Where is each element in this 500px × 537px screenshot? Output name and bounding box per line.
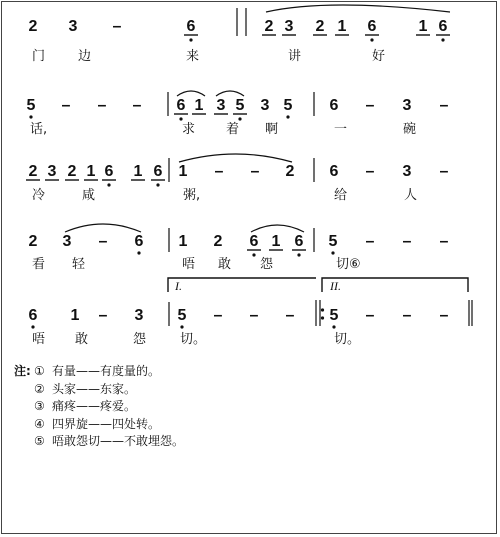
lyric-text: 碗 xyxy=(403,122,417,137)
lyric-text: 切。 xyxy=(180,332,207,347)
footnote-text: 有量——有度量的。 xyxy=(52,364,161,378)
lyric-text: 切。 xyxy=(334,332,361,347)
octave-dot xyxy=(332,325,335,328)
lyric-text: 粥, xyxy=(183,188,201,203)
lyric-text: 讲 xyxy=(288,49,302,64)
note-digit: 6 xyxy=(104,163,114,180)
note-digit: 2 xyxy=(264,18,274,35)
footnote-row xyxy=(14,398,484,416)
note-digit: 3 xyxy=(62,233,72,250)
octave-dot xyxy=(297,253,300,256)
note-digit: – xyxy=(439,233,449,250)
lyric-text: 人 xyxy=(404,188,418,203)
note-digit: – xyxy=(439,307,449,324)
note-digit: – xyxy=(365,233,375,250)
footnote-number: ④ xyxy=(34,416,45,431)
lyric-text: 敢 xyxy=(218,257,232,272)
footnote-text: 唔敢怨切——不敢埋怨。 xyxy=(52,434,185,448)
lyric-text: 来 xyxy=(186,49,200,64)
note-digit: 6 xyxy=(294,233,304,250)
note-digit: 5 xyxy=(328,233,338,250)
note-digit: 3 xyxy=(260,97,270,114)
note-digit: 1 xyxy=(133,163,143,180)
lyric-text: 边 xyxy=(78,49,92,64)
note-digit: 1 xyxy=(337,18,347,35)
footnote-text: 头家——东家。 xyxy=(52,381,137,396)
note-digit: 1 xyxy=(70,307,80,324)
note-digit: 6 xyxy=(438,18,448,35)
lyric-text: 给 xyxy=(334,188,348,203)
octave-dot xyxy=(189,38,192,41)
lyric-text: 冷 xyxy=(32,188,46,203)
lyric-text: 唔 xyxy=(182,257,196,272)
footnote-number: ⑤ xyxy=(34,434,45,448)
footnotes xyxy=(14,363,484,451)
note-digit: 2 xyxy=(28,18,38,35)
note-digit: 6 xyxy=(186,18,196,35)
note-digit: 1 xyxy=(178,163,188,180)
note-digit: – xyxy=(132,97,142,114)
notation-layer xyxy=(26,18,450,347)
note-digit: 1 xyxy=(418,18,428,35)
note-digit: – xyxy=(98,307,108,324)
footnote-text: 四界旋——四处转。 xyxy=(52,416,161,431)
lyric-text: 敢 xyxy=(75,332,89,347)
octave-dot xyxy=(156,183,159,186)
volta-second-label: II. xyxy=(330,279,341,293)
footnote-row xyxy=(14,433,484,451)
note-digit: 2 xyxy=(28,233,38,250)
note-digit: 6 xyxy=(153,163,163,180)
octave-dot xyxy=(107,183,110,186)
note-digit: – xyxy=(365,97,375,114)
note-digit: 3 xyxy=(134,307,144,324)
note-digit: – xyxy=(213,307,223,324)
footnote-row xyxy=(14,416,484,434)
note-digit: 3 xyxy=(216,97,226,114)
octave-dot xyxy=(31,325,34,328)
lyric-text: 唔 xyxy=(32,332,46,347)
note-digit: – xyxy=(439,97,449,114)
note-digit: 2 xyxy=(67,163,77,180)
lyric-text: 着 xyxy=(226,122,240,137)
footnote-text: 痛疼——疼爱。 xyxy=(52,399,137,413)
note-digit: 2 xyxy=(285,163,295,180)
note-digit: – xyxy=(249,307,259,324)
footnote-row xyxy=(14,381,484,399)
note-digit: 3 xyxy=(68,18,78,35)
note-digit: 3 xyxy=(402,163,412,180)
note-digit: 3 xyxy=(402,97,412,114)
note-digit: 5 xyxy=(177,307,187,324)
note-digit: – xyxy=(214,163,224,180)
octave-dot xyxy=(252,253,255,256)
octave-dot xyxy=(370,38,373,41)
note-digit: – xyxy=(365,307,375,324)
note-digit: 5 xyxy=(235,97,245,114)
note-digit: 3 xyxy=(47,163,57,180)
octave-dot xyxy=(137,251,140,254)
octave-dot xyxy=(238,117,241,120)
note-digit: – xyxy=(97,97,107,114)
note-digit: – xyxy=(402,307,412,324)
note-digit: 5 xyxy=(329,307,339,324)
lyric-text: 看 xyxy=(32,257,46,272)
note-digit: – xyxy=(365,163,375,180)
note-digit: 6 xyxy=(176,97,186,114)
note-digit: 5 xyxy=(283,97,293,114)
repeat-dots xyxy=(321,308,324,319)
octave-dot xyxy=(331,251,334,254)
note-digit: 6 xyxy=(249,233,259,250)
note-digit: 1 xyxy=(271,233,281,250)
note-digit: 1 xyxy=(86,163,96,180)
note-digit: 2 xyxy=(213,233,223,250)
note-digit: – xyxy=(402,233,412,250)
note-digit: 6 xyxy=(329,163,339,180)
note-digit: 2 xyxy=(28,163,38,180)
lyric-text: 门 xyxy=(32,49,46,64)
note-digit: 3 xyxy=(284,18,294,35)
note-digit: – xyxy=(61,97,71,114)
footnote-number: ① xyxy=(34,364,45,378)
lyric-text: 怨 xyxy=(133,332,147,347)
lyric-text: 求 xyxy=(182,122,196,137)
footnote-number: ② xyxy=(34,381,45,396)
lyric-text: 啊 xyxy=(265,122,279,137)
note-digit: – xyxy=(250,163,260,180)
footnote-number: ③ xyxy=(34,399,45,413)
lyric-text: 一 xyxy=(334,122,348,137)
lyric-text: 咸 xyxy=(82,188,96,203)
octave-dot xyxy=(29,115,32,118)
octave-dot xyxy=(179,117,182,120)
lyric-text: 话, xyxy=(30,122,48,137)
note-digit: 1 xyxy=(178,233,188,250)
slurs xyxy=(65,5,450,232)
note-digit: 6 xyxy=(28,307,38,324)
note-digit: 6 xyxy=(329,97,339,114)
volta-brackets xyxy=(168,278,468,292)
note-digit: – xyxy=(439,163,449,180)
note-digit: – xyxy=(112,18,122,35)
lyric-text: 好 xyxy=(372,49,386,64)
note-digit: 2 xyxy=(315,18,325,35)
lyric-text: 轻 xyxy=(72,257,86,272)
note-digit: 6 xyxy=(367,18,377,35)
octave-dot xyxy=(286,115,289,118)
note-digit: 6 xyxy=(134,233,144,250)
note-digit: – xyxy=(98,233,108,250)
octave-dot xyxy=(180,325,183,328)
lyric-text: 切⑥ xyxy=(336,257,361,272)
footnote-row xyxy=(14,363,484,381)
footnotes-heading: 注: xyxy=(14,364,31,378)
octave-dot xyxy=(441,38,444,41)
volta-first-label: I. xyxy=(175,279,182,293)
lyric-text: 怨 xyxy=(260,257,274,272)
note-digit: 1 xyxy=(194,97,204,114)
note-digit: – xyxy=(285,307,295,324)
note-digit: 5 xyxy=(26,97,36,114)
